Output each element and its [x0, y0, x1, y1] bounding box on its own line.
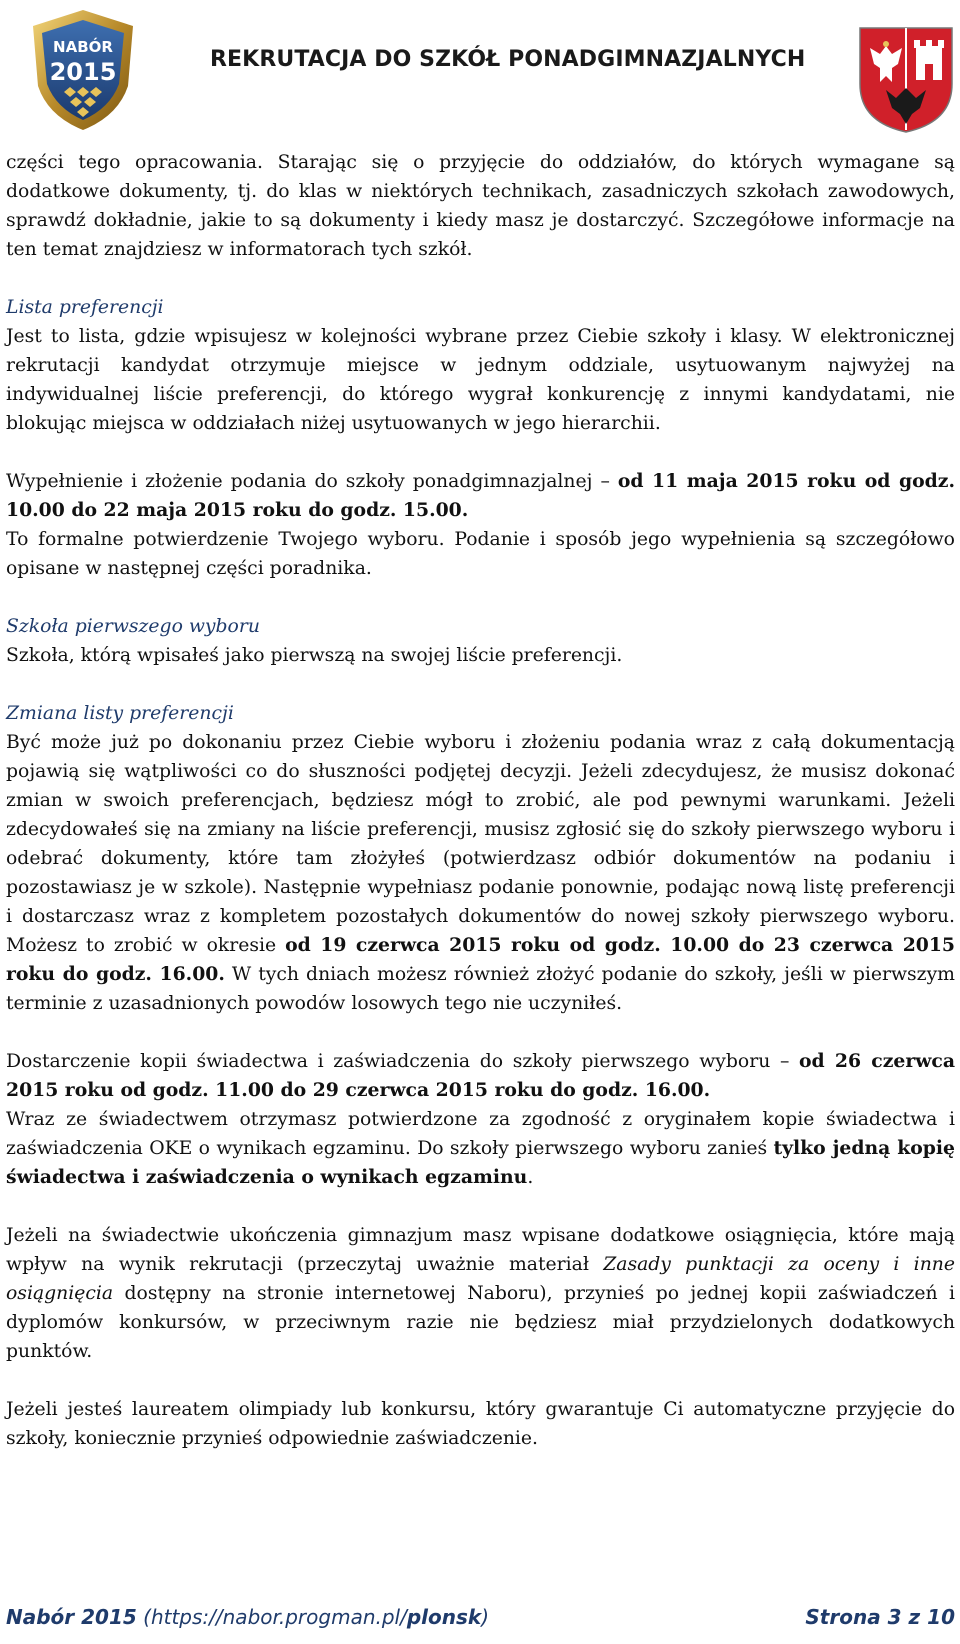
footer-url-suffix: )	[481, 1605, 490, 1629]
zmiana-text-2: W tych dniach możesz również złożyć podanie do szkoły, jeśli w pierwszym terminie z uzasadnionych powodów losowych tego nie uczyniłeś.	[6, 964, 955, 1014]
lista-text: Jest to lista, gdzie wpisujesz w kolejności wybrane przez Ciebie szkoły i klasy. W elektronicznej rekrutacji kandydat otrzymuje miejsce w jednym oddziale, usytuowanym najwyżej na indywidualnej liście preferencji, do którego wygrał konkurencję z innymi kandydatami, nie blokując miejsca w oddziałach niżej usytuowanych w jego hierarchii.	[6, 326, 955, 434]
osiagniecia-text-2: dostępny na stronie internetowej Naboru), przynieś po jednej kopii zaświadczeń i dyplomów konkursów, w przeciwnym razie nie będziesz miał przydzielonych dodatkowych punktów.	[6, 1283, 955, 1362]
footer-url-prefix: (https://nabor.progman.pl/	[136, 1605, 407, 1629]
dostarczenie-dates: od 26 czerwca 2015 roku od godz. 11.00 do 29 czerwca 2015 roku do godz. 16.00.	[6, 1050, 955, 1101]
document-body	[6, 148, 955, 1453]
section-pierwszego	[6, 612, 955, 670]
svg-text:2015: 2015	[49, 58, 117, 86]
dostarczenie-text-2: .	[527, 1167, 534, 1188]
zmiana-dates: od 19 czerwca 2015 roku od godz. 10.00 do 23 czerwca 2015 roku do godz. 16.00.	[6, 934, 955, 985]
dostarczenie-text-1: Wraz ze świadectwem otrzymasz potwierdzone za zgodność z oryginałem kopie świadectwa i zaświadczenia OKE o wynikach egzaminu. Do szkoły pierwszego wyboru zanieś	[6, 1109, 955, 1159]
section-lista	[6, 293, 955, 438]
footer-url-city: plonsk	[406, 1605, 482, 1629]
section-osiagniecia	[6, 1221, 955, 1366]
section-laureat	[6, 1395, 955, 1453]
section-wypelnienie	[6, 467, 955, 583]
intro-text: części tego opracowania. Starając się o przyjęcie do oddziałów, do których wymagane są dodatkowe dokumenty, tj. do klas w niektórych technikach, zasadniczych szkołach zawodowych, sprawdź dokładnie, jakie to są dokumenty i kiedy masz je dostarczyć.	[6, 152, 955, 231]
wypelnienie-text: To formalne potwierdzenie Twojego wyboru. Podanie i sposób jego wypełnienia są szczegółowo opisane w następnej części poradnika.	[6, 529, 955, 579]
wypelnienie-dates: od 11 maja 2015 roku od godz. 10.00 do 22 maja 2015 roku do godz. 15.00.	[6, 470, 955, 521]
heading-lista-preferencji: Lista preferencji	[6, 297, 164, 318]
heading-zmiana-listy: Zmiana listy preferencji	[6, 703, 234, 724]
footer-brand: Nabór 2015	[6, 1605, 137, 1629]
page-footer	[6, 1605, 955, 1639]
svg-text:NABÓR: NABÓR	[53, 38, 113, 56]
zmiana-text-1: Być może już po dokonaniu przez Ciebie wyboru i złożeniu podania wraz z całą dokumentacją pojawią się wątpliwości co do słuszności podjętej decyzji. Jeżeli zdecydujesz, że musisz dokonać zmian w swoich preferencjach, będziesz mógł to zrobić, ale pod pewnymi warunkami. Jeżeli zdecydowałeś się na zmiany na liście preferencji, musisz zgłosić się do szkoły pierwszego wyboru i odebrać dokumenty, które tam złożyłeś (potwierdzasz odbiór dokumentów na podaniu i pozostawiasz je w szkole). Następnie wypełniasz podanie ponownie, podając nową listę preferencji i dostarczasz wraz z kompletem pozostałych dokumentów do nowej szkoły pierwszego wyboru. Możesz to zrobić w okresie	[6, 732, 955, 956]
header-title: REKRUTACJA DO SZKÓŁ PONADGIMNAZJALNYCH	[210, 47, 806, 72]
footer-source	[6, 1605, 489, 1629]
pierwszego-text: Szkoła, którą wpisałeś jako pierwszą na swojej liście preferencji.	[6, 645, 623, 666]
heading-szkola-pierwszego-wyboru: Szkoła pierwszego wyboru	[6, 616, 260, 637]
section-dostarczenie	[6, 1047, 955, 1192]
page-header	[0, 0, 960, 135]
nabor-2015-logo	[28, 8, 138, 132]
dostarczenie-lead: Dostarczenie kopii świadectwa i zaświadczenia do szkoły pierwszego wyboru –	[6, 1051, 800, 1072]
intro-text-schools: Szczegółowe informacje na ten temat znajdziesz w informatorach tych szkół.	[6, 210, 955, 260]
dostarczenie-emphasis: tylko jedną kopię świadectwa i zaświadczenia o wynikach egzaminu	[6, 1137, 955, 1188]
osiagniecia-text-1: Jeżeli na świadectwie ukończenia gimnazjum masz wpisane dodatkowe osiągnięcia, które mają wpływ na wynik rekrutacji (przeczytaj uważnie materiał	[6, 1225, 955, 1275]
coat-of-arms-icon	[856, 24, 956, 134]
laureat-text: Jeżeli jesteś laureatem olimpiady lub konkursu, który gwarantuje Ci automatyczne przyjęcie do szkoły, koniecznie przynieś odpowiednie zaświadczenie.	[6, 1399, 955, 1449]
osiagniecia-material-title: Zasady punktacji za oceny i inne osiągnięcia	[6, 1254, 955, 1304]
section-zmiana	[6, 699, 955, 1018]
intro-paragraph	[6, 148, 955, 264]
page-number: Strona 3 z 10	[805, 1605, 955, 1629]
wypelnienie-lead: Wypełnienie i złożenie podania do szkoły ponadgimnazjalnej –	[6, 471, 618, 492]
